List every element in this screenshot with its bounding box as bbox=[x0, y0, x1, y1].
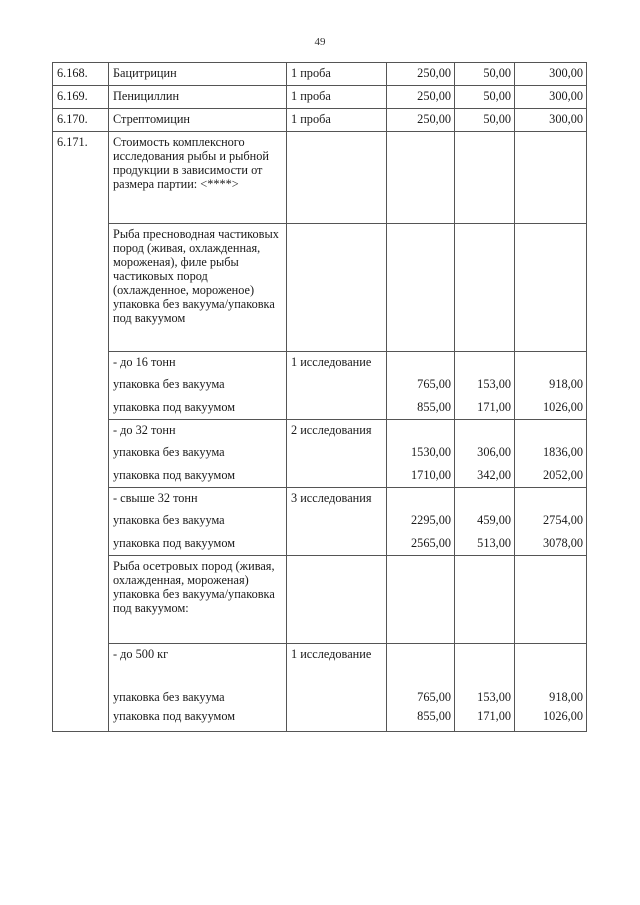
empty-cell bbox=[387, 352, 455, 374]
table-row-line bbox=[53, 465, 587, 488]
empty-cell bbox=[287, 556, 387, 644]
empty-cell bbox=[287, 442, 387, 465]
line-label: упаковка без вакуума bbox=[109, 675, 287, 706]
table-row bbox=[53, 63, 587, 86]
row-price: 250,00 bbox=[387, 63, 455, 86]
table-row-line bbox=[53, 374, 587, 397]
row-vat: 50,00 bbox=[455, 86, 515, 109]
line-label: упаковка под вакуумом bbox=[109, 706, 287, 732]
line-vat: 306,00 bbox=[455, 442, 515, 465]
line-price: 765,00 bbox=[387, 374, 455, 397]
group-title: Рыба пресноводная частиковых пород (живая, охлажденная, мороженая), филе рыбы частиковых пород (охлажденное, мороженое) упаковка без вакуума/упаковка под вакуумом bbox=[109, 224, 287, 352]
empty-cell bbox=[287, 465, 387, 488]
tier-label: - до 16 тонн bbox=[109, 352, 287, 374]
row-unit: 1 проба bbox=[287, 63, 387, 86]
line-label: упаковка без вакуума bbox=[109, 510, 287, 533]
line-price: 765,00 bbox=[387, 675, 455, 706]
table-row-line bbox=[53, 675, 587, 706]
table-row-line bbox=[53, 706, 587, 732]
row-total: 300,00 bbox=[515, 86, 587, 109]
tier-label: - свыше 32 тонн bbox=[109, 488, 287, 510]
table-row bbox=[53, 109, 587, 132]
line-price: 1530,00 bbox=[387, 442, 455, 465]
tier-unit: 1 исследование bbox=[287, 352, 387, 374]
table-row-group-title bbox=[53, 224, 587, 352]
empty-cell bbox=[515, 420, 587, 442]
empty-cell bbox=[287, 533, 387, 556]
empty-cell bbox=[287, 132, 387, 224]
line-total: 918,00 bbox=[515, 675, 587, 706]
empty-cell bbox=[287, 374, 387, 397]
line-vat: 153,00 bbox=[455, 374, 515, 397]
table-row-tier bbox=[53, 644, 587, 676]
empty-cell bbox=[455, 488, 515, 510]
line-vat: 342,00 bbox=[455, 465, 515, 488]
empty-cell bbox=[455, 556, 515, 644]
row-vat: 50,00 bbox=[455, 63, 515, 86]
empty-cell bbox=[455, 420, 515, 442]
row-name: Пенициллин bbox=[109, 86, 287, 109]
price-table bbox=[52, 62, 587, 732]
tier-unit: 3 исследования bbox=[287, 488, 387, 510]
line-label: упаковка без вакуума bbox=[109, 442, 287, 465]
empty-cell bbox=[515, 352, 587, 374]
line-total: 2052,00 bbox=[515, 465, 587, 488]
row-number: 6.168. bbox=[53, 63, 109, 86]
row-total: 300,00 bbox=[515, 109, 587, 132]
empty-cell bbox=[515, 556, 587, 644]
tier-unit: 1 исследование bbox=[287, 644, 387, 676]
line-label: упаковка под вакуумом bbox=[109, 465, 287, 488]
page-number: 49 bbox=[314, 36, 326, 48]
row-price: 250,00 bbox=[387, 109, 455, 132]
empty-cell bbox=[387, 132, 455, 224]
table-row-tier bbox=[53, 488, 587, 510]
empty-cell bbox=[515, 644, 587, 676]
row-unit: 1 проба bbox=[287, 109, 387, 132]
empty-cell bbox=[387, 644, 455, 676]
empty-cell bbox=[387, 224, 455, 352]
row-vat: 50,00 bbox=[455, 109, 515, 132]
line-label: упаковка под вакуумом bbox=[109, 397, 287, 420]
tier-unit: 2 исследования bbox=[287, 420, 387, 442]
empty-cell bbox=[287, 706, 387, 732]
table-row bbox=[53, 86, 587, 109]
table-row-line bbox=[53, 510, 587, 533]
tier-label: - до 500 кг bbox=[109, 644, 287, 676]
row-number: 6.170. bbox=[53, 109, 109, 132]
table-row-line bbox=[53, 533, 587, 556]
line-price: 2295,00 bbox=[387, 510, 455, 533]
empty-cell bbox=[387, 488, 455, 510]
row-price: 250,00 bbox=[387, 86, 455, 109]
empty-cell bbox=[515, 132, 587, 224]
row-name: Бацитрицин bbox=[109, 63, 287, 86]
row-unit: 1 проба bbox=[287, 86, 387, 109]
tier-label: - до 32 тонн bbox=[109, 420, 287, 442]
line-vat: 513,00 bbox=[455, 533, 515, 556]
line-price: 2565,00 bbox=[387, 533, 455, 556]
line-price: 855,00 bbox=[387, 706, 455, 732]
section-title: Стоимость комплексного исследования рыбы и рыбной продукции в зависимости от размера партии: <****> bbox=[109, 132, 287, 224]
table-row-tier bbox=[53, 352, 587, 374]
line-price: 1710,00 bbox=[387, 465, 455, 488]
row-total: 300,00 bbox=[515, 63, 587, 86]
line-total: 918,00 bbox=[515, 374, 587, 397]
section-number: 6.171. bbox=[53, 132, 109, 732]
row-name: Стрептомицин bbox=[109, 109, 287, 132]
table-row-line bbox=[53, 397, 587, 420]
empty-cell bbox=[287, 510, 387, 533]
table-row-group-title bbox=[53, 556, 587, 644]
line-total: 1026,00 bbox=[515, 397, 587, 420]
empty-cell bbox=[287, 224, 387, 352]
line-vat: 171,00 bbox=[455, 706, 515, 732]
line-total: 3078,00 bbox=[515, 533, 587, 556]
empty-cell bbox=[455, 352, 515, 374]
line-vat: 459,00 bbox=[455, 510, 515, 533]
empty-cell bbox=[515, 488, 587, 510]
table-row-line bbox=[53, 442, 587, 465]
line-total: 1836,00 bbox=[515, 442, 587, 465]
line-price: 855,00 bbox=[387, 397, 455, 420]
empty-cell bbox=[515, 224, 587, 352]
table-row-tier bbox=[53, 420, 587, 442]
line-label: упаковка без вакуума bbox=[109, 374, 287, 397]
empty-cell bbox=[455, 644, 515, 676]
empty-cell bbox=[387, 420, 455, 442]
empty-cell bbox=[287, 397, 387, 420]
empty-cell bbox=[455, 132, 515, 224]
line-total: 2754,00 bbox=[515, 510, 587, 533]
row-number: 6.169. bbox=[53, 86, 109, 109]
empty-cell bbox=[455, 224, 515, 352]
line-label: упаковка под вакуумом bbox=[109, 533, 287, 556]
empty-cell bbox=[287, 675, 387, 706]
line-total: 1026,00 bbox=[515, 706, 587, 732]
line-vat: 171,00 bbox=[455, 397, 515, 420]
empty-cell bbox=[387, 556, 455, 644]
line-vat: 153,00 bbox=[455, 675, 515, 706]
group-title: Рыба осетровых пород (живая, охлажденная, мороженая) упаковка без вакуума/упаковка под вакуумом: bbox=[109, 556, 287, 644]
table-row-section-header bbox=[53, 132, 587, 224]
